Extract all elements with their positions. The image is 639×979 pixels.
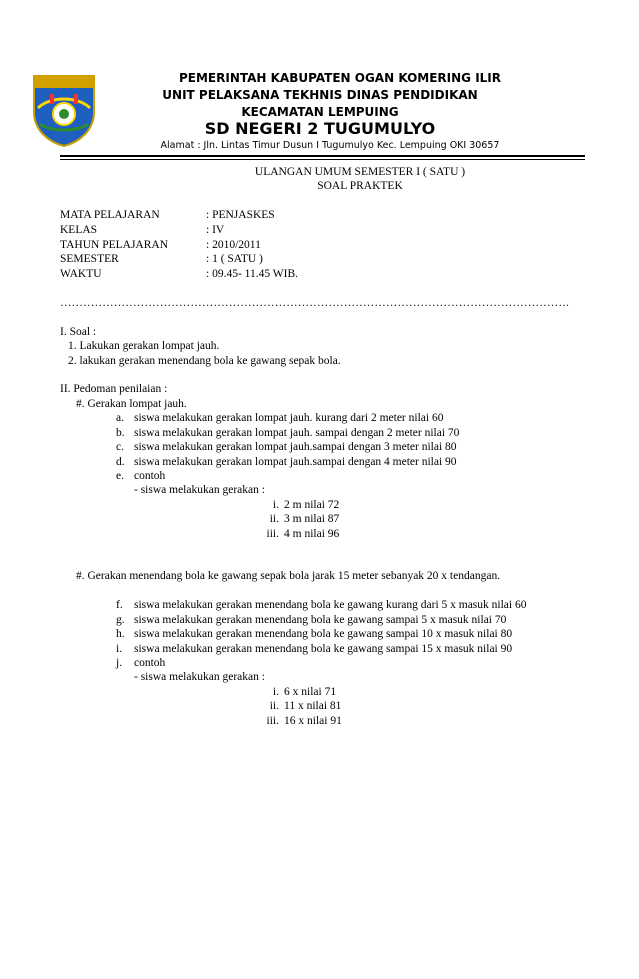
exam-title: ULANGAN UMUM SEMESTER I ( SATU ) [254, 166, 466, 178]
info-label: TAHUN PELAJARAN [60, 239, 169, 251]
header-district: KECAMATAN LEMPUING [241, 105, 399, 119]
example-mark: i. [272, 686, 279, 698]
example-intro: - siswa melakukan gerakan : [134, 671, 265, 683]
item-mark: j. [116, 657, 123, 669]
example-text: 11 x nilai 81 [284, 700, 342, 712]
item-mark: h. [116, 628, 125, 640]
exam-subtitle: SOAL PRAKTEK [317, 180, 403, 192]
info-value: : PENJASKES [206, 209, 275, 221]
example-mark: iii. [266, 528, 279, 540]
example-text: 6 x nilai 71 [284, 686, 337, 698]
dotted-separator: ……………………………………………………………………………………………………………………. [60, 297, 569, 309]
part1-title: #. Gerakan lompat jauh. [76, 398, 187, 410]
header-government: PEMERINTAH KABUPATEN OGAN KOMERING ILIR [178, 71, 502, 85]
item-mark: c. [116, 441, 124, 453]
info-value: : 09.45- 11.45 WIB. [206, 268, 298, 280]
school-address: Alamat : Jln. Lintas Timur Dusun I Tugumulyo Kec. Lempuing OKI 30657 [160, 140, 500, 151]
info-value: : 1 ( SATU ) [206, 253, 263, 265]
item-text: contoh [134, 470, 166, 482]
part2-title: #. Gerakan menendang bola ke gawang sepak bola jarak 15 meter sebanyak 20 x tendangan. [76, 570, 501, 582]
header-rule-thick [60, 155, 585, 157]
example-mark: ii. [269, 700, 279, 712]
soal-item: 2. lakukan gerakan menendang bola ke gawang sepak bola. [68, 355, 341, 367]
example-text: 4 m nilai 96 [284, 528, 340, 540]
item-text: siswa melakukan gerakan lompat jauh.sampai dengan 3 meter nilai 80 [134, 441, 457, 453]
item-text: siswa melakukan gerakan menendang bola ke gawang sampai 15 x masuk nilai 90 [134, 643, 513, 655]
info-label: MATA PELAJARAN [60, 209, 160, 221]
header-unit: UNIT PELAKSANA TEKHNIS DINAS PENDIDIKAN [162, 88, 478, 102]
example-mark: iii. [266, 715, 279, 727]
item-text: siswa melakukan gerakan lompat jauh. sampai dengan 2 meter nilai 70 [134, 427, 460, 439]
example-text: 3 m nilai 87 [284, 513, 340, 525]
item-text: siswa melakukan gerakan menendang bola ke gawang sampai 10 x masuk nilai 80 [134, 628, 513, 640]
pedoman-heading: II. Pedoman penilaian : [60, 383, 168, 395]
item-text: siswa melakukan gerakan lompat jauh. kurang dari 2 meter nilai 60 [134, 412, 444, 424]
info-label: WAKTU [60, 268, 102, 280]
info-value: : 2010/2011 [206, 239, 261, 251]
item-mark: b. [116, 427, 125, 439]
school-name: SD NEGERI 2 TUGUMULYO [204, 119, 436, 138]
soal-item: 1. Lakukan gerakan lompat jauh. [68, 340, 220, 352]
example-mark: ii. [269, 513, 279, 525]
item-mark: g. [116, 614, 125, 626]
item-text: siswa melakukan gerakan lompat jauh.sampai dengan 4 meter nilai 90 [134, 456, 457, 468]
header-rule-thin [60, 159, 585, 160]
item-mark: i. [116, 643, 123, 655]
item-mark: e. [116, 470, 124, 482]
example-mark: i. [272, 499, 279, 511]
item-mark: f. [116, 599, 123, 611]
soal-heading: I. Soal : [60, 326, 97, 338]
example-text: 2 m nilai 72 [284, 499, 340, 511]
example-text: 16 x nilai 91 [284, 715, 342, 727]
item-mark: d. [116, 456, 125, 468]
info-value: : IV [206, 224, 225, 236]
example-intro: - siswa melakukan gerakan : [134, 484, 265, 496]
item-text: siswa melakukan gerakan menendang bola ke gawang sampai 5 x masuk nilai 70 [134, 614, 507, 626]
regency-logo [30, 72, 98, 148]
item-mark: a. [116, 412, 124, 424]
item-text: contoh [134, 657, 166, 669]
info-label: KELAS [60, 224, 98, 236]
item-text: siswa melakukan gerakan menendang bola ke gawang kurang dari 5 x masuk nilai 60 [134, 599, 527, 611]
info-label: SEMESTER [60, 253, 119, 265]
